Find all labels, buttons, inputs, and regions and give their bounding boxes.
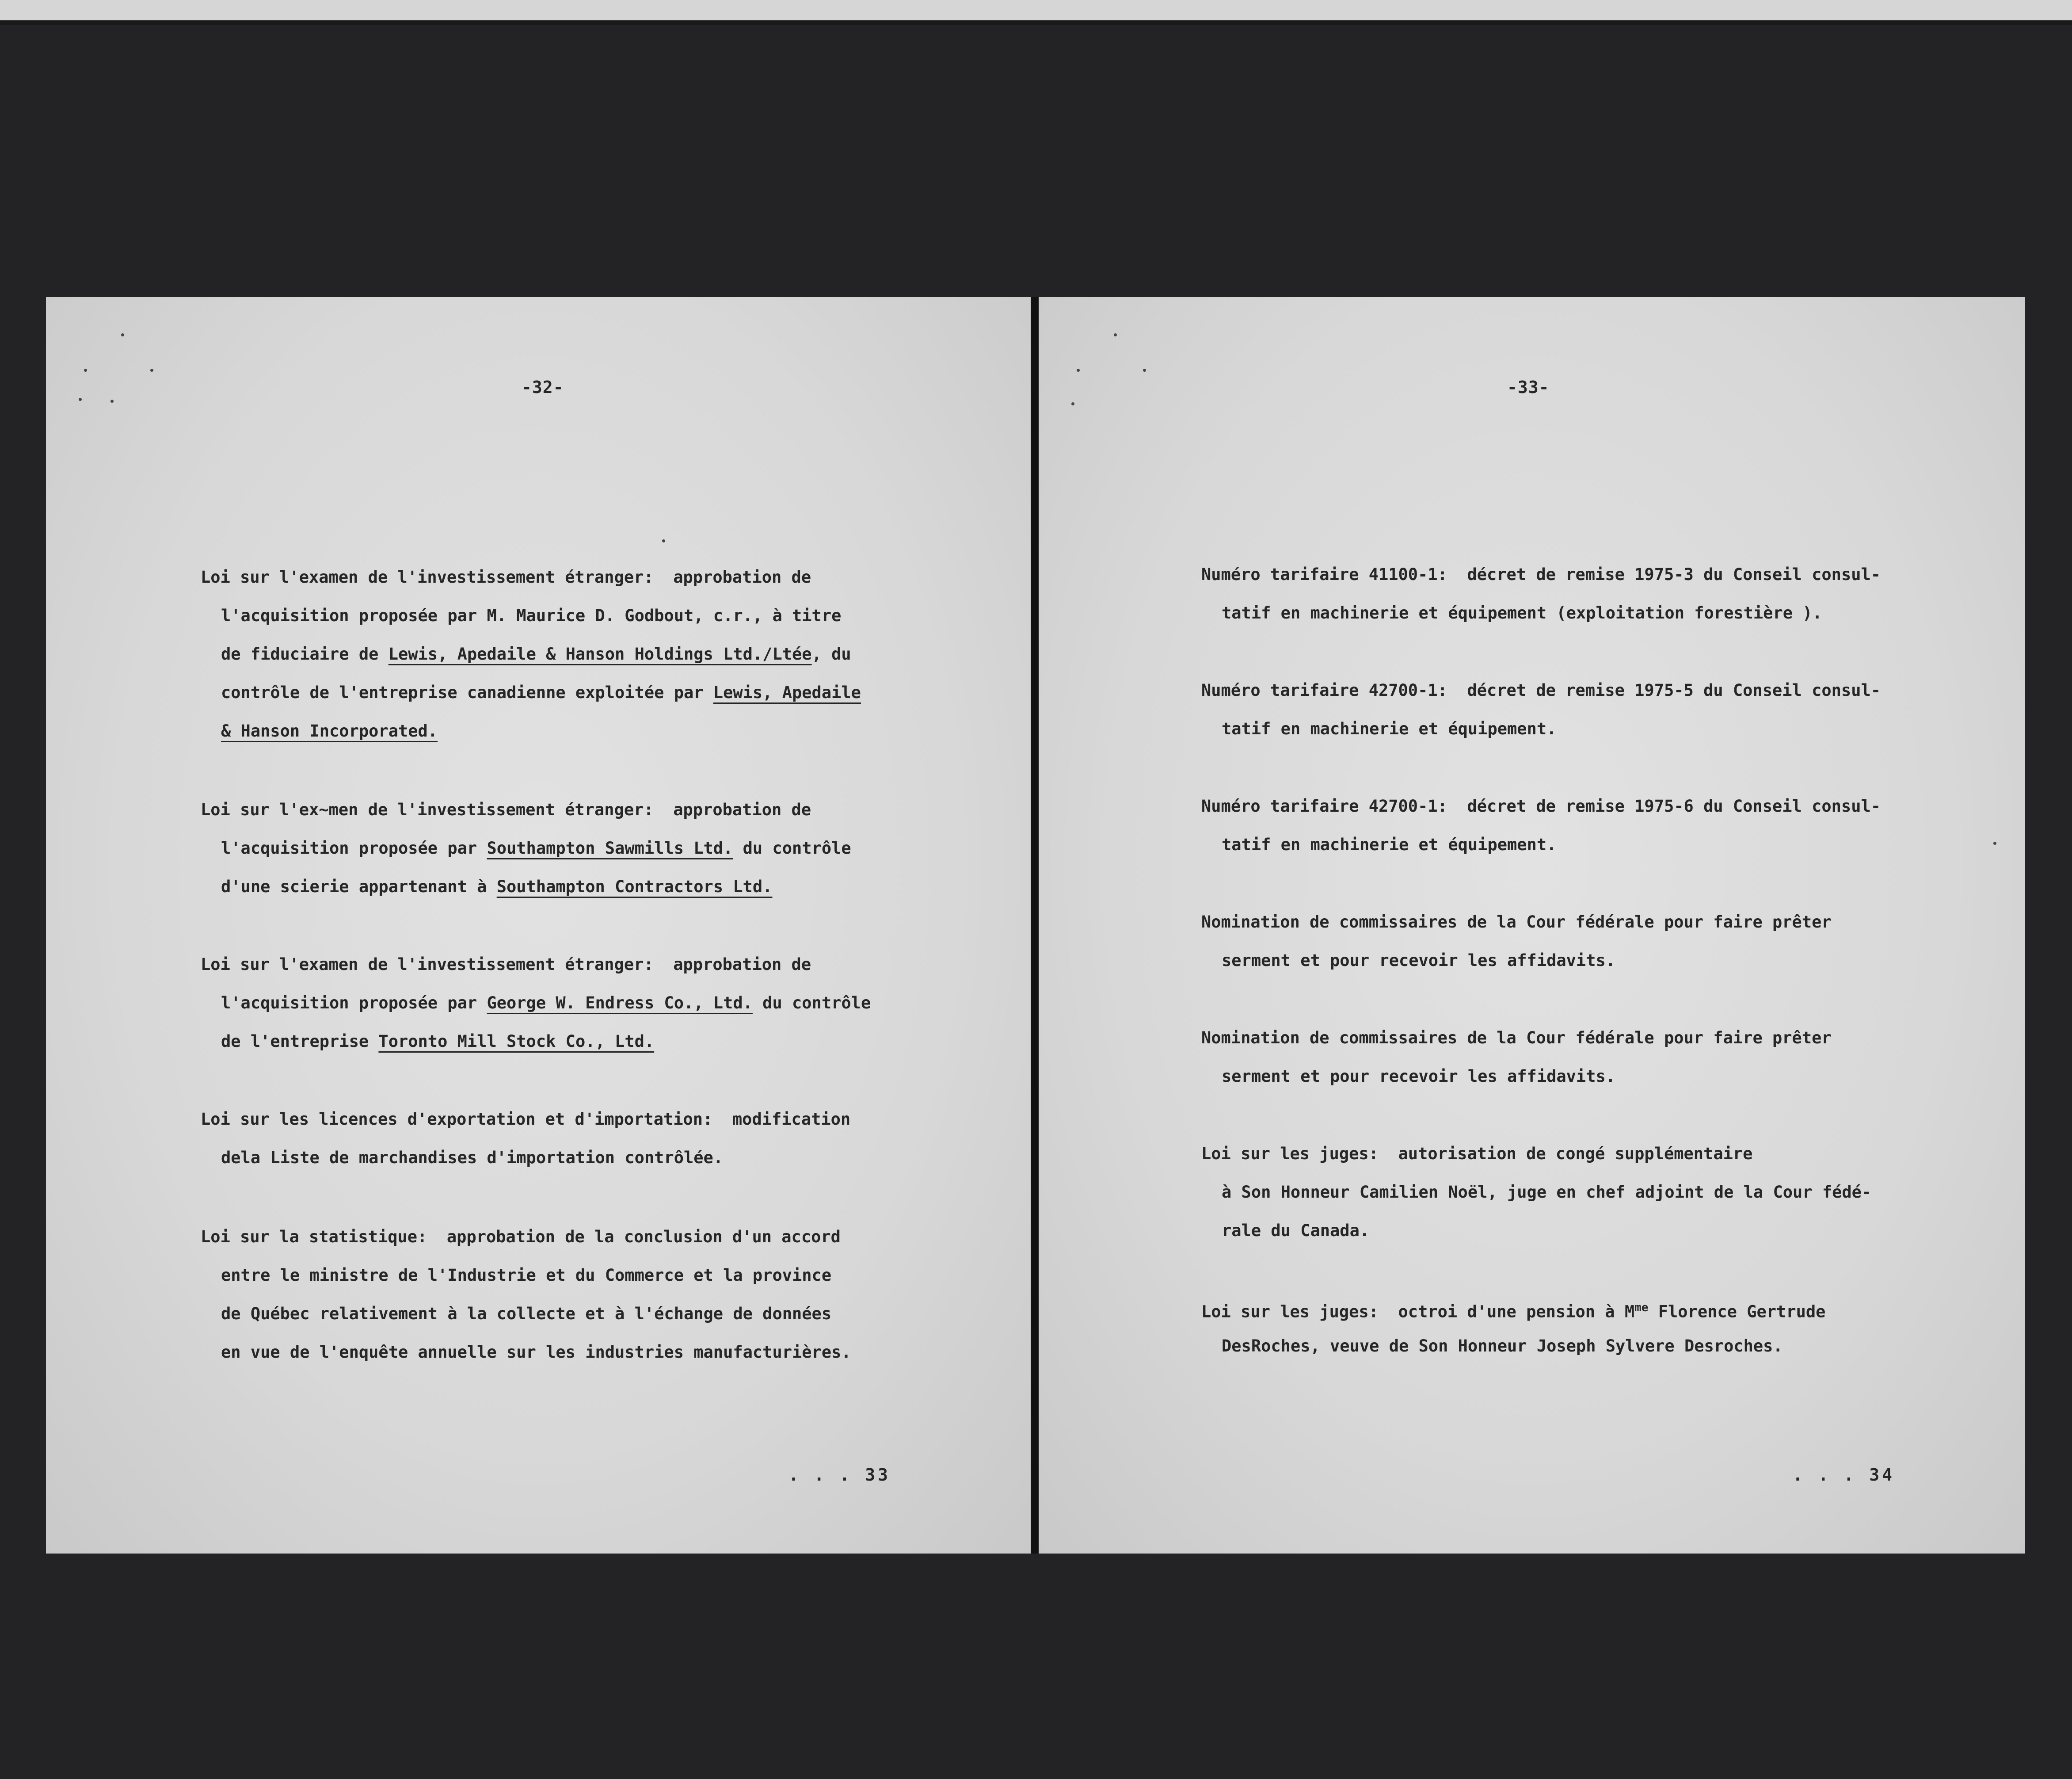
line-text: contrôle de l'entreprise canadienne exploitée par [221,683,713,702]
line-text: , du [811,645,851,664]
line-text: l'acquisition proposée par [221,839,487,858]
line-text: tatif en machinerie et équipement. [1222,719,1557,738]
entry-line [201,800,811,820]
page-number: -32- [522,378,564,397]
line-text: Loi sur les licences d'exportation et d'importation: modification [201,1110,851,1129]
line-text: de l'entreprise [221,1032,379,1051]
film-speck [121,333,124,336]
film-speck [1077,369,1080,372]
line-text: Loi sur l'examen de l'investissement étranger: approbation de [201,955,811,974]
entry-line [221,1032,654,1051]
entry-line [221,645,851,664]
left-page [46,297,1031,1554]
entry-line [1222,1067,1615,1086]
entry-line [221,839,851,858]
entry-line [1222,603,1822,623]
entry-line [1201,1028,1832,1048]
underlined-name: Southampton Sawmills Ltd. [487,839,733,858]
entry-line [221,1343,851,1362]
line-text: Loi sur les juges: octroi d'une pension à M [1201,1302,1635,1321]
entry-line [201,955,811,974]
entry-line [1201,1144,1752,1164]
line-text: à Son Honneur Camilien Noël, juge en chef adjoint de la Cour fédé- [1222,1183,1872,1202]
line-text: me [1634,1301,1649,1314]
entry-line [221,1148,723,1168]
line-text: dela Liste de marchandises d'importation contrôlée. [221,1148,724,1167]
entry-line [221,1266,831,1285]
entry-line [1201,912,1832,932]
entry-line [1201,1298,1825,1321]
line-text: de fiduciaire de [221,645,388,664]
page-number: -33- [1507,378,1550,397]
page-gutter [1031,297,1039,1554]
line-text: Numéro tarifaire 42700-1: décret de remise 1975-5 du Conseil consul- [1201,681,1881,700]
underlined-name: & Hanson Incorporated. [221,722,438,741]
line-text: tatif en machinerie et équipement. [1222,835,1557,854]
entry-line [1222,719,1556,739]
film-top-border [0,0,2072,20]
film-edge [0,20,2072,25]
line-text: de Québec relativement à la collecte et à l'échange de données [221,1304,832,1323]
continuation-marker: . . . 33 [788,1465,891,1485]
line-text: du contrôle [733,839,851,858]
entry-line [221,877,772,897]
entry-line [201,1110,850,1129]
underlined-name: Toronto Mill Stock Co., Ltd. [378,1032,655,1051]
film-speck [662,539,665,542]
entry-line [201,568,811,587]
line-text: rale du Canada. [1222,1221,1370,1240]
line-text: DesRoches, veuve de Son Honneur Joseph Sylvere Desroches. [1222,1336,1783,1355]
line-text: l'acquisition proposée par M. Maurice D. Godbout, c.r., à titre [221,606,842,625]
film-speck [1993,842,1996,845]
entry-line [1201,565,1881,584]
entry-line [1201,681,1881,700]
film-speck [84,369,87,372]
film-speck [110,400,114,403]
entry-line [1201,797,1881,816]
entry-line [221,993,871,1013]
line-text: Loi sur l'ex~men de l'investissement étranger: approbation de [201,800,811,819]
line-text: Florence Gertrude [1648,1302,1826,1321]
underlined-name: Lewis, Apedaile & Hanson Holdings Ltd./Ltée [388,645,812,664]
underlined-name: Southampton Contractors Ltd. [496,877,773,896]
film-speck [1114,333,1117,336]
line-text: d'une scierie appartenant à [221,877,497,896]
line-text: en vue de l'enquête annuelle sur les industries manufacturières. [221,1343,851,1362]
film-speck [1143,369,1146,372]
line-text: Nomination de commissaires de la Cour fédérale pour faire prêter [1201,912,1832,931]
entry-line [221,722,438,741]
entry-line [221,606,841,626]
line-text: entre le ministre de l'Industrie et du Commerce et la province [221,1266,832,1285]
line-text: du contrôle [752,993,871,1012]
line-text: l'acquisition proposée par [221,993,487,1012]
entry-line [1222,1183,1871,1202]
line-text: Nomination de commissaires de la Cour fédérale pour faire prêter [1201,1028,1832,1047]
entry-line [201,1227,841,1247]
line-text: Loi sur l'examen de l'investissement étranger: approbation de [201,568,811,587]
entry-line [1222,951,1615,970]
film-speck [79,398,82,401]
entry-line [221,683,861,702]
line-text: serment et pour recevoir les affidavits. [1222,951,1616,970]
entry-line [221,1304,831,1324]
film-speck [1071,402,1074,405]
line-text: Numéro tarifaire 42700-1: décret de remise 1975-6 du Conseil consul- [1201,797,1881,816]
continuation-marker: . . . 34 [1793,1465,1895,1485]
entry-line [1222,1221,1369,1241]
film-speck [150,369,153,372]
line-text: tatif en machinerie et équipement (exploitation forestière ). [1222,603,1822,622]
entry-line [1222,835,1556,855]
right-page [1039,297,2025,1554]
line-text: Loi sur les juges: autorisation de congé supplémentaire [1201,1144,1753,1163]
line-text: Numéro tarifaire 41100-1: décret de remise 1975-3 du Conseil consul- [1201,565,1881,584]
underlined-name: Lewis, Apedaile [713,683,861,702]
line-text: serment et pour recevoir les affidavits. [1222,1067,1616,1086]
underlined-name: George W. Endress Co., Ltd. [487,993,753,1012]
line-text: Loi sur la statistique: approbation de la conclusion d'un accord [201,1227,841,1246]
entry-line [1222,1336,1783,1356]
